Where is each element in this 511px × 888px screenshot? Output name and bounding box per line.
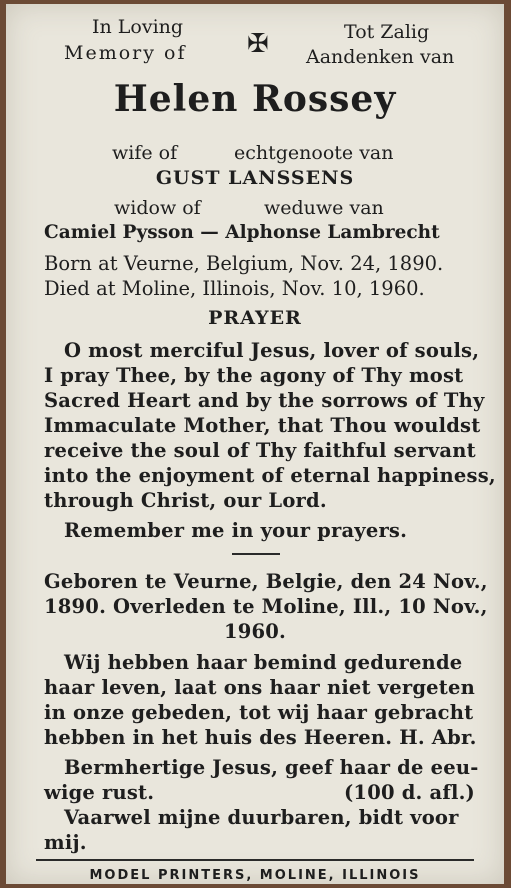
dutch-para-line: hebben in het huis des Heeren. H. Abr. [44,726,477,749]
header-right-line2: Aandenken van [306,46,455,68]
born-line: Born at Veurne, Belgium, Nov. 24, 1890. [44,252,444,275]
prayer-title: PRAYER [208,307,302,329]
died-line: Died at Moline, Illinois, Nov. 10, 1960. [44,277,425,300]
former-husbands: Camiel Pysson — Alphonse Lambrecht [44,222,440,243]
header-right-line1: Tot Zalig [344,21,430,43]
dutch-para-line: haar leven, laat ons haar niet vergeten [44,676,475,699]
prayer-line: Sacred Heart and by the sorrows of Thy [44,389,485,412]
dutch-para-line: in onze gebeden, tot wij haar gebracht [44,701,474,724]
prayer-line: I pray Thee, by the agony of Thy most [44,364,464,387]
vaarwel-line: mij. [44,831,87,854]
header-left-line2: Memory of [64,42,187,64]
memorial-card [6,4,504,884]
relation-widow-en: widow of [114,197,201,219]
vaarwel-line: Vaarwel mijne duurbaren, bidt voor [64,806,459,829]
prayer-line: Immaculate Mother, that Thou wouldst [44,414,481,437]
indulgence-note: (100 d. afl.) [344,781,475,804]
printer-credit: MODEL PRINTERS, MOLINE, ILLINOIS [89,868,421,883]
prayer-line: through Christ, our Lord. [44,489,327,512]
header-left-line1: In Loving [92,16,184,38]
spouse-name: GUST LANSSENS [155,167,355,189]
bermhertige-line: wige rust. [44,781,155,804]
deceased-name: Helen Rossey [113,78,397,120]
relation-wife-en: wife of [112,142,178,164]
dutch-date-line: 1890. Overleden te Moline, Ill., 10 Nov., [44,595,488,618]
bermhertige-line: Bermhertige Jesus, geef haar de eeu- [64,756,479,779]
prayer-line: receive the soul of Thy faithful servant [44,439,476,462]
relation-wife-nl: echtgenoote van [234,142,394,164]
relation-widow-nl: weduwe van [264,197,384,219]
prayer-line: O most merciful Jesus, lover of souls, [64,339,480,362]
remember-line: Remember me in your prayers. [64,519,408,542]
cross-icon: ✠ [247,29,269,59]
footer-rule [36,859,474,861]
dutch-date-line: Geboren te Veurne, Belgie, den 24 Nov., [44,570,488,593]
prayer-line: into the enjoyment of eternal happiness, [44,464,496,487]
dutch-para-line: Wij hebben haar bemind gedurende [64,651,463,674]
separator-rule [232,553,280,555]
dutch-date-line: 1960. [223,620,287,643]
